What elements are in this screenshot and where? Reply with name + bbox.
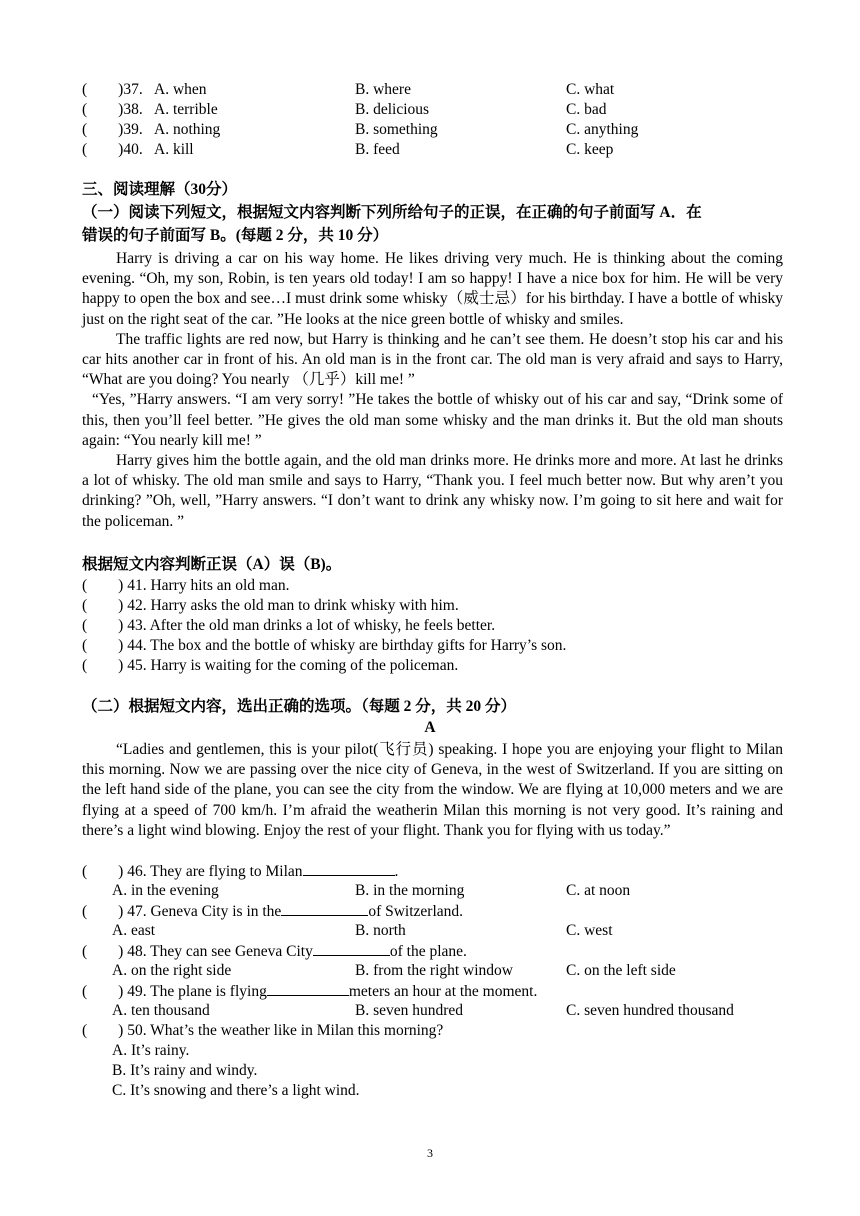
answer-blank: [303, 861, 395, 876]
question-49: [82, 981, 537, 1002]
passage-paragraph-4: Harry gives him the bottle again, and the old man drinks more. He drinks more and more. At last he drinks a lot of whisky. The old man smile and says to Harry, “Thank you. I feel much better now. But why aren’t you drinking? ”Oh, well, ”Harry answers. “I don’t want to drink any whisky now. I’m going to sit here and wait for the policeman. ”: [82, 452, 783, 530]
option-b: B. where: [355, 81, 411, 98]
question-number: ( )38.: [82, 101, 143, 118]
options-46: [82, 881, 783, 901]
cloze-row-37: [82, 80, 783, 100]
option-c: C. keep: [566, 141, 614, 158]
option-b: B. from the right window: [355, 962, 513, 979]
cloze-row-39: [82, 120, 783, 140]
options-49: [82, 1001, 783, 1021]
page-number: 3: [427, 1146, 433, 1160]
option-c: C. bad: [566, 101, 607, 118]
passage-a-label: A: [424, 719, 436, 736]
option-a: A. kill: [154, 141, 194, 158]
option-50-a: A. It’s rainy.: [112, 1042, 190, 1059]
question-stem: ( ) 47. Geneva City is in the: [82, 903, 282, 920]
option-b: B. feed: [355, 141, 400, 158]
answer-blank: [281, 901, 368, 916]
question-50: ( ) 50. What’s the weather like in Milan this morning?: [82, 1022, 444, 1039]
passage-paragraph-1: Harry is driving a car on his way home. He likes driving very much. He is thinking about the coming evening. “Oh, my son, Robin, is ten years old today! I am so happy! I have a nice box for him. He will be very happy to open the box and see…I must drink some whisky（威士忌）for his birthday. I have a bottle of whisky just on the right seat of the car. ”He looks at the nice green bottle of whisky and smiles.: [82, 250, 783, 328]
judge-item-44: ( ) 44. The box and the bottle of whisky are birthday gifts for Harry’s son.: [82, 637, 567, 654]
option-b: B. delicious: [355, 101, 430, 118]
question-number: ( )40.: [82, 141, 143, 158]
option-50-b: B. It’s rainy and windy.: [112, 1062, 258, 1079]
question-number: ( )39.: [82, 121, 143, 138]
passage-paragraph-3: “Yes, ”Harry answers. “I am very sorry! ”He takes the bottle of whisky out of his car and say, “Drink some of this, then you’ll feel better. ”He gives the old man some whisky and the man drinks it. But the old man shouts again: “You nearly kill me! ”: [82, 391, 783, 449]
option-b: B. something: [355, 121, 438, 138]
option-c: C. seven hundred thousand: [566, 1002, 734, 1019]
passage-a: [82, 740, 783, 841]
section-title: 三、阅读理解（30分）: [82, 181, 238, 198]
option-b: B. in the morning: [355, 882, 465, 899]
option-c: C. at noon: [566, 882, 631, 899]
judge-item-43: ( ) 43. After the old man drinks a lot of whisky, he feels better.: [82, 617, 496, 634]
option-a: A. terrible: [154, 101, 218, 118]
judge-instruction: 根据短文内容判断正误（A）误（B)。: [82, 556, 342, 573]
option-a: A. in the evening: [112, 882, 219, 899]
judge-item-41: ( ) 41. Harry hits an old man.: [82, 577, 290, 594]
option-c: C. what: [566, 81, 615, 98]
option-b: B. north: [355, 922, 406, 939]
question-number: ( )37.: [82, 81, 143, 98]
question-stem: ( ) 46. They are flying to Milan: [82, 863, 303, 880]
options-47: [82, 921, 783, 941]
passage-paragraph-2: The traffic lights are red now, but Harry is thinking and he can’t see them. He doesn’t stop his car and his car hits another car in front of his. An old man is in the front car. The old man is very afraid and says to Harry, “What are you doing? You nearly （几乎）kill me! ”: [82, 330, 783, 389]
part1-instruction-line2: 错误的句子前面写 B。(每题 2 分，共 10 分）: [82, 227, 389, 244]
question-stem-end: of the plane.: [389, 943, 467, 960]
option-c: C. west: [566, 922, 613, 939]
option-a: A. ten thousand: [112, 1002, 210, 1019]
option-a: A. on the right side: [112, 962, 232, 979]
option-50-c: C. It’s snowing and there’s a light wind.: [112, 1082, 360, 1099]
answer-blank: [313, 941, 390, 956]
part1-instruction-line1: （一）阅读下列短文，根据短文内容判断下列所给句子的正误，在正确的句子前面写 A．在: [82, 204, 702, 221]
option-c: C. anything: [566, 121, 639, 138]
question-46: [82, 861, 398, 882]
option-a: A. when: [154, 81, 207, 98]
cloze-row-38: [82, 100, 783, 120]
question-48: [82, 941, 467, 962]
option-b: B. seven hundred: [355, 1002, 464, 1019]
option-a: A. east: [112, 922, 156, 939]
judge-item-42: ( ) 42. Harry asks the old man to drink whisky with him.: [82, 597, 459, 614]
question-stem: ( ) 48. They can see Geneva City: [82, 943, 313, 960]
option-c: C. on the left side: [566, 962, 676, 979]
judge-item-45: ( ) 45. Harry is waiting for the coming of the policeman.: [82, 657, 459, 674]
question-stem-end: of Switzerland.: [368, 903, 464, 920]
question-47: [82, 901, 463, 922]
part2-instruction: （二）根据短文内容，选出正确的选项。（每题 2 分，共 20 分）: [82, 698, 517, 715]
question-stem: ( ) 49. The plane is flying: [82, 983, 267, 1000]
reading-passage: [82, 249, 783, 532]
option-a: A. nothing: [154, 121, 221, 138]
passage-a-text: “Ladies and gentlemen, this is your pilot(飞行员) speaking. I hope you are enjoying your flight to Milan this morning. Now we are passing over the nice city of Geneva, in the west of Switzerland. If you are sitting on the left hand side of the plane, you can see the city from the window. We are flying at 10,000 meters and we are flying at a speed of 700 km/h. I’m afraid the weatherin Milan this morning is not very good. It’s raining and there’s a light wind blowing. Enjoy the rest of your flight. Thank you for flying with us today.”: [82, 741, 783, 839]
question-stem-end: meters an hour at the moment.: [348, 983, 538, 1000]
cloze-row-40: [82, 140, 783, 160]
question-stem-end: .: [394, 863, 399, 880]
options-48: [82, 961, 783, 981]
answer-blank: [267, 981, 349, 996]
